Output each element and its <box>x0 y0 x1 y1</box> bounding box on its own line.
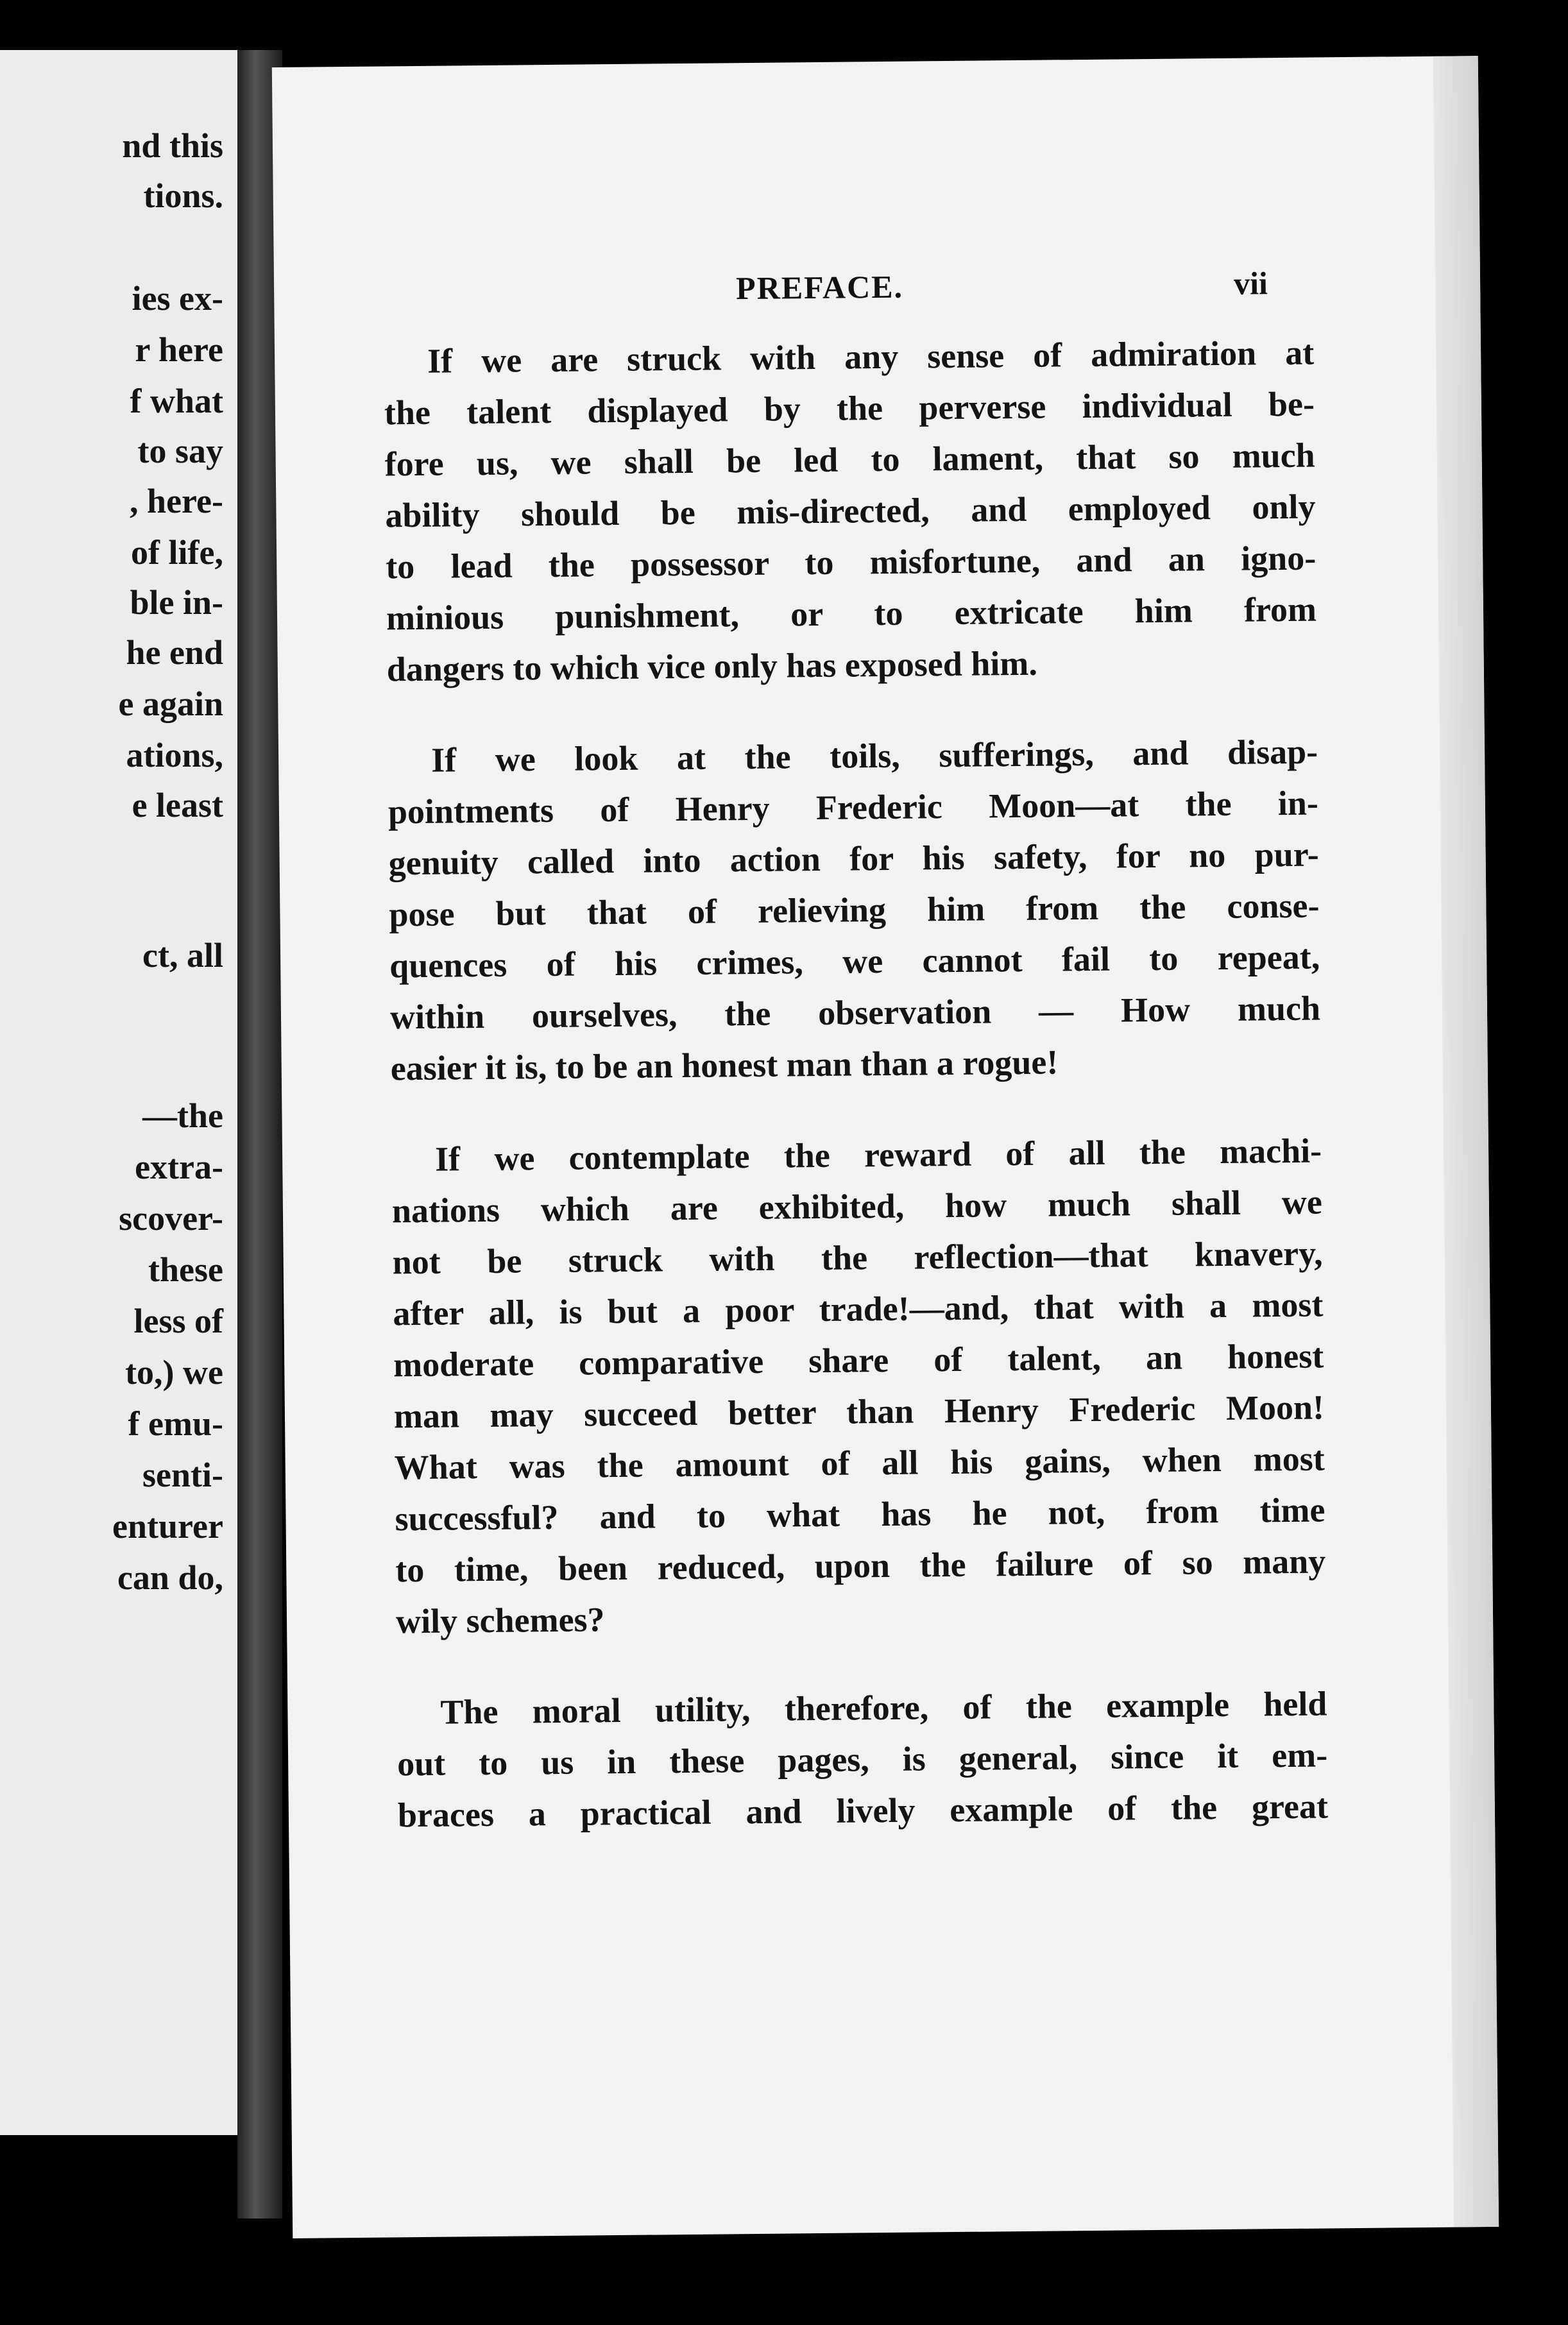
left-page-line-fragment: r here <box>135 330 223 369</box>
left-page-line-fragment: extra- <box>135 1148 223 1186</box>
page-number: vii <box>1233 265 1268 302</box>
left-page-line-fragment: he end <box>126 633 223 672</box>
left-page-line-fragment: senti- <box>142 1456 223 1494</box>
text-line: fore us, we shall be led to lament, that so much <box>384 436 1315 484</box>
paragraph <box>384 327 1317 695</box>
left-page-line-fragment: less of <box>133 1302 223 1340</box>
left-page-line-fragment: ble in- <box>130 583 223 622</box>
text-line: successful? and to what has he not, from time <box>395 1490 1325 1538</box>
left-page-fragment <box>0 50 237 2135</box>
text-line: minious punishment, or to extricate him from <box>386 590 1317 638</box>
page-edge <box>1433 56 1499 2227</box>
book-page <box>272 56 1499 2238</box>
running-title: PREFACE. <box>735 268 904 307</box>
text-line: pointments of Henry Frederic Moon—at the in- <box>388 783 1319 831</box>
text-line: moderate comparative share of talent, an honest <box>393 1336 1324 1384</box>
text-line: easier it is, to be an honest man than a rogue! <box>390 1043 1059 1088</box>
body-text <box>384 327 1329 1881</box>
left-page-line-fragment: , here- <box>130 482 223 520</box>
text-line: wily schemes? <box>395 1600 605 1641</box>
text-line: pose but that of relieving him from the conse- <box>389 886 1320 934</box>
paragraph <box>388 726 1321 1094</box>
text-line: genuity called into action for his safety, for no pur- <box>388 835 1319 883</box>
text-line: quences of his crimes, we cannot fail to repeat, <box>389 937 1320 985</box>
left-page-line-fragment: nd this <box>122 126 223 165</box>
text-line: If we look at the toils, sufferings, and disap- <box>430 732 1318 779</box>
left-page-line-fragment: ies ex- <box>132 279 223 318</box>
text-line: within ourselves, the observation — How much <box>389 989 1321 1037</box>
text-line: The moral utility, therefore, of the example held <box>440 1684 1327 1732</box>
left-page-line-fragment: scover- <box>119 1199 223 1238</box>
text-line: What was the amount of all his gains, when most <box>394 1439 1325 1487</box>
text-line: nations which are exhibited, how much shall we <box>391 1182 1323 1231</box>
left-page-line-fragment: ations, <box>126 736 223 774</box>
left-page-line-fragment: can do, <box>117 1558 223 1597</box>
text-line: after all, is but a poor trade!—and, that with a most <box>393 1285 1324 1333</box>
text-line: out to us in these pages, is general, since it em- <box>396 1735 1328 1784</box>
left-page-line-fragment: these <box>148 1250 223 1289</box>
paragraph <box>396 1678 1328 1841</box>
paragraph <box>391 1125 1327 1647</box>
left-page-line-fragment: enturer <box>112 1507 223 1546</box>
left-page-line-fragment: —the <box>142 1096 223 1135</box>
text-line: man may succeed better than Henry Frederic Moon! <box>393 1388 1325 1436</box>
text-line: the talent displayed by the perverse individual be- <box>384 384 1315 432</box>
text-line: dangers to which vice only has exposed him. <box>386 643 1038 689</box>
text-line: not be struck with the reflection—that knavery, <box>392 1234 1323 1282</box>
left-page-line-fragment: to say <box>137 432 223 470</box>
text-line: to time, been reduced, upon the failure of so many <box>395 1542 1326 1590</box>
text-line: If we contemplate the reward of all the machi- <box>434 1131 1322 1179</box>
left-page-line-fragment: to,) we <box>125 1353 223 1392</box>
left-page-line-fragment: f what <box>130 382 223 420</box>
text-line: braces a practical and lively example of the great <box>397 1787 1329 1835</box>
running-head <box>274 264 1281 307</box>
left-page-line-fragment: tions. <box>143 176 223 215</box>
left-page-line-fragment: e least <box>132 786 223 824</box>
left-page-line-fragment: e again <box>118 685 223 723</box>
left-page-line-fragment: of life, <box>131 533 223 572</box>
left-page-line-fragment: ct, all <box>142 936 223 975</box>
left-page-line-fragment: f emu- <box>128 1404 223 1443</box>
text-line: ability should be mis-directed, and employed only <box>385 487 1316 535</box>
text-line: If we are struck with any sense of admiration at <box>427 333 1315 380</box>
text-line: to lead the possessor to misfortune, and an igno- <box>385 538 1317 586</box>
